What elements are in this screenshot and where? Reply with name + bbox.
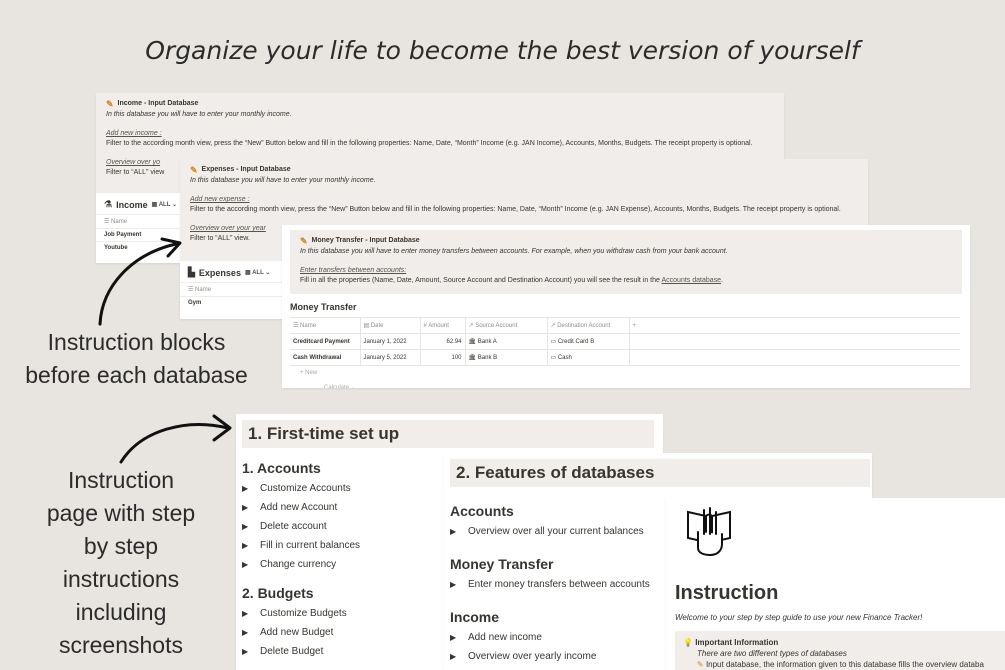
view-selector[interactable]: ▦ ALL ⌄ [244, 270, 271, 276]
col-source[interactable] [465, 318, 547, 334]
view-label: ALL [252, 270, 264, 276]
callout-text-body: Fill in all the properties (Name, Date, Amount, Source Account and Destination Account) you will see the result in the [300, 277, 660, 284]
toggle-triangle-icon[interactable]: ▶ [450, 652, 457, 661]
callout-text: Filter to “ALL” view [106, 169, 165, 176]
label-line: page with step [46, 500, 196, 526]
calendar-icon: ▤ [363, 323, 371, 329]
toggle-label: Add new Account [260, 502, 338, 513]
section-heading: Income [450, 609, 500, 625]
section-heading: 1. Accounts [242, 460, 321, 476]
info-title-text: Important Information [695, 638, 779, 647]
col-label: Date [370, 323, 384, 329]
info-line [683, 659, 997, 670]
toggle-label: Overview over all your current balances [468, 526, 644, 537]
callout-subheading: Add new expense : [190, 196, 250, 203]
bank-icon: 🏛 [468, 355, 478, 361]
cell-destination[interactable] [547, 334, 629, 350]
relation-icon: ↗ [550, 323, 558, 329]
table-row[interactable]: Youtube [96, 241, 784, 254]
cell-amount[interactable]: 100 [420, 350, 465, 366]
col-name: Name [195, 287, 212, 293]
instruction-card [666, 498, 1005, 670]
toggle-label: Add new income [468, 632, 542, 643]
relation-icon: ↗ [468, 323, 476, 329]
cell-date[interactable]: January 5, 2022 [360, 350, 420, 366]
pencil-icon: ✎ [697, 660, 706, 669]
pencil-icon: ✎ [190, 165, 198, 175]
toggle-label: Overview over yearly income [468, 651, 597, 662]
label-line: including [75, 599, 167, 625]
text-icon: ☰ [188, 287, 196, 293]
callout-subheading: Overview over your year [190, 225, 266, 232]
col-label: Name [300, 323, 317, 329]
col-name: Name [111, 219, 128, 225]
cell-source-text: Bank A [477, 339, 497, 345]
cell-empty [629, 334, 960, 350]
toggle-triangle-icon[interactable]: ▶ [450, 633, 457, 642]
cell-source[interactable] [465, 334, 547, 350]
callout-intro: In this database you will have to enter your monthly income. [106, 111, 292, 118]
transfer-callout [290, 230, 962, 294]
chart-icon: ▙ [188, 267, 195, 277]
pencil-icon: ✎ [300, 236, 308, 246]
toggle-label: Add new Budget [260, 627, 334, 638]
callout-intro: In this database you will have to enter your monthly income. [190, 177, 376, 184]
view-selector[interactable]: ▦ ALL ⌄ [151, 202, 177, 208]
col-date[interactable] [360, 318, 420, 334]
toggle-label: Enter money transfers between accounts [468, 579, 650, 590]
transfer-table [290, 317, 960, 365]
toggle-label: Delete account [260, 521, 327, 532]
arrow-icon [116, 410, 236, 466]
table-header [290, 318, 960, 334]
book-hand-icon [684, 504, 734, 556]
toggle-triangle-icon[interactable]: ▶ [242, 628, 249, 637]
new-row-button[interactable]: + New [290, 365, 960, 380]
lightbulb-icon: 💡 [683, 638, 696, 647]
col-destination[interactable] [547, 318, 629, 334]
toggle-label: Delete Budget [260, 646, 324, 657]
text-icon: ☰ [293, 323, 301, 329]
cell-destination[interactable] [547, 350, 629, 366]
section-heading: Accounts [450, 503, 514, 519]
toggle-triangle-icon[interactable]: ▶ [242, 560, 249, 569]
number-icon: # [423, 322, 429, 329]
col-label: Source Account [475, 323, 518, 329]
callout-text: Fill in all the properties (Name, Date, Amount, Source Account and Destination Account) you will see the result in the Accounts database. [300, 277, 723, 284]
section-heading: Money Transfer [450, 556, 554, 572]
section-heading: 2. Budgets [242, 585, 314, 601]
info-title [683, 637, 997, 648]
cell-date[interactable]: January 1, 2022 [360, 334, 420, 350]
table-icon: ▦ [151, 202, 159, 208]
label-instruction-page [20, 464, 222, 662]
cell-empty [629, 350, 960, 366]
col-name[interactable] [290, 318, 360, 334]
page-title: Instruction [675, 582, 779, 604]
col-amount[interactable] [420, 318, 465, 334]
toggle-triangle-icon[interactable]: ▶ [242, 503, 249, 512]
bank-icon: 🏛 [468, 339, 478, 345]
headline: Organize your life to become the best version of yourself [145, 36, 860, 65]
label-line: by step [83, 533, 159, 559]
welcome-text: Welcome to your step by step guide to use your new Finance Tracker! [675, 613, 923, 622]
arrow-icon [92, 236, 188, 328]
callout-title: Expenses - Input Database [201, 166, 291, 173]
callout-title: Income - Input Database [117, 100, 199, 107]
cell-destination-text: Credit Card B [557, 339, 595, 345]
callout-text: Filter to the according month view, press the “New” Button below and fill in the following properties: Name, Date, “Month” Income (e.g. JAN Expense), Accounts, Months, Budgets. The receipt property is optional. [190, 206, 841, 213]
table-row[interactable]: Gym [180, 296, 868, 309]
label-line: instructions [62, 566, 180, 592]
cell-source-text: Bank B [477, 355, 498, 361]
toggle-triangle-icon[interactable]: ▶ [242, 541, 249, 550]
calculate-label: Calculate [324, 385, 350, 388]
toggle-triangle-icon[interactable]: ▶ [242, 647, 249, 656]
callout-subheading: Enter transfers between accounts: [300, 267, 407, 274]
cell-name[interactable]: Cash Withdrawal [290, 350, 360, 366]
label-line: Instruction blocks [47, 329, 226, 355]
info-sub: There are two different types of databases [697, 649, 847, 658]
accounts-link[interactable]: Accounts database [661, 277, 722, 284]
card-icon: ▭ [550, 339, 558, 345]
cash-icon: ▭ [550, 355, 558, 361]
callout-text: Filter to the according month view, press the “New” Button below and fill in the following properties: Name, Date, “Month” Income (e.g. JAN Income), Accounts, Months, Budgets. The receipt property is optional. [106, 140, 753, 147]
info-callout [675, 631, 1005, 670]
toggle-label: Customize Accounts [260, 483, 351, 494]
toggle-triangle-icon[interactable]: ▶ [242, 609, 249, 618]
pencil-icon: ✎ [106, 99, 114, 109]
table-icon: ▦ [244, 270, 253, 276]
callout-intro: In this database you will have to enter money transfers between accounts. For example, when you withdraw cash from your bank account. [300, 248, 728, 255]
db-title: Money Transfer [290, 302, 357, 312]
add-column-button[interactable]: + [629, 318, 960, 334]
table-row[interactable] [290, 334, 960, 350]
chart-icon: ⚗ [104, 199, 113, 209]
toggle-label: Customize Budgets [260, 608, 347, 619]
cell-destination-text: Cash [557, 355, 572, 361]
callout-title: Money Transfer - Input Database [311, 237, 420, 244]
transfer-card [282, 225, 970, 388]
col-label: Destination Account [557, 323, 611, 329]
label-line: before each database [25, 362, 248, 388]
info-line-text: Input database, the information given to this database fills the overview databa [705, 660, 984, 669]
label-line: Instruction [67, 467, 175, 493]
cell-amount[interactable]: 62.94 [420, 334, 465, 350]
page-heading: 1. First-time set up [242, 420, 654, 448]
toggle-label: Fill in current balances [260, 540, 361, 551]
page-heading: 2. Features of databases [450, 459, 870, 487]
cell-source[interactable] [465, 350, 547, 366]
label-line: screenshots [58, 632, 183, 658]
calculate-button[interactable]: Calculate ⌄ [282, 380, 970, 388]
toggle-triangle-icon[interactable]: ▶ [450, 527, 457, 536]
db-title-text: Income [116, 199, 148, 210]
db-title-text: Expenses [198, 267, 241, 278]
callout-subheading: Add new income : [106, 130, 162, 137]
callout-subheading: Overview over yo [106, 159, 161, 166]
table-row[interactable]: Job Payment [96, 228, 784, 241]
toggle-triangle-icon[interactable]: ▶ [242, 522, 249, 531]
toggle-label: Change currency [260, 559, 337, 570]
label-instruction-blocks [14, 326, 259, 392]
col-label: Amount [428, 322, 449, 329]
table-row[interactable] [290, 350, 960, 366]
cell-name[interactable]: Creditcard Payment [290, 334, 360, 350]
text-icon: ☰ [104, 219, 112, 225]
toggle-triangle-icon[interactable]: ▶ [450, 580, 457, 589]
callout-text: Filter to “ALL” view. [190, 235, 250, 242]
toggle-triangle-icon[interactable]: ▶ [242, 484, 249, 493]
view-label: ALL [158, 202, 171, 208]
